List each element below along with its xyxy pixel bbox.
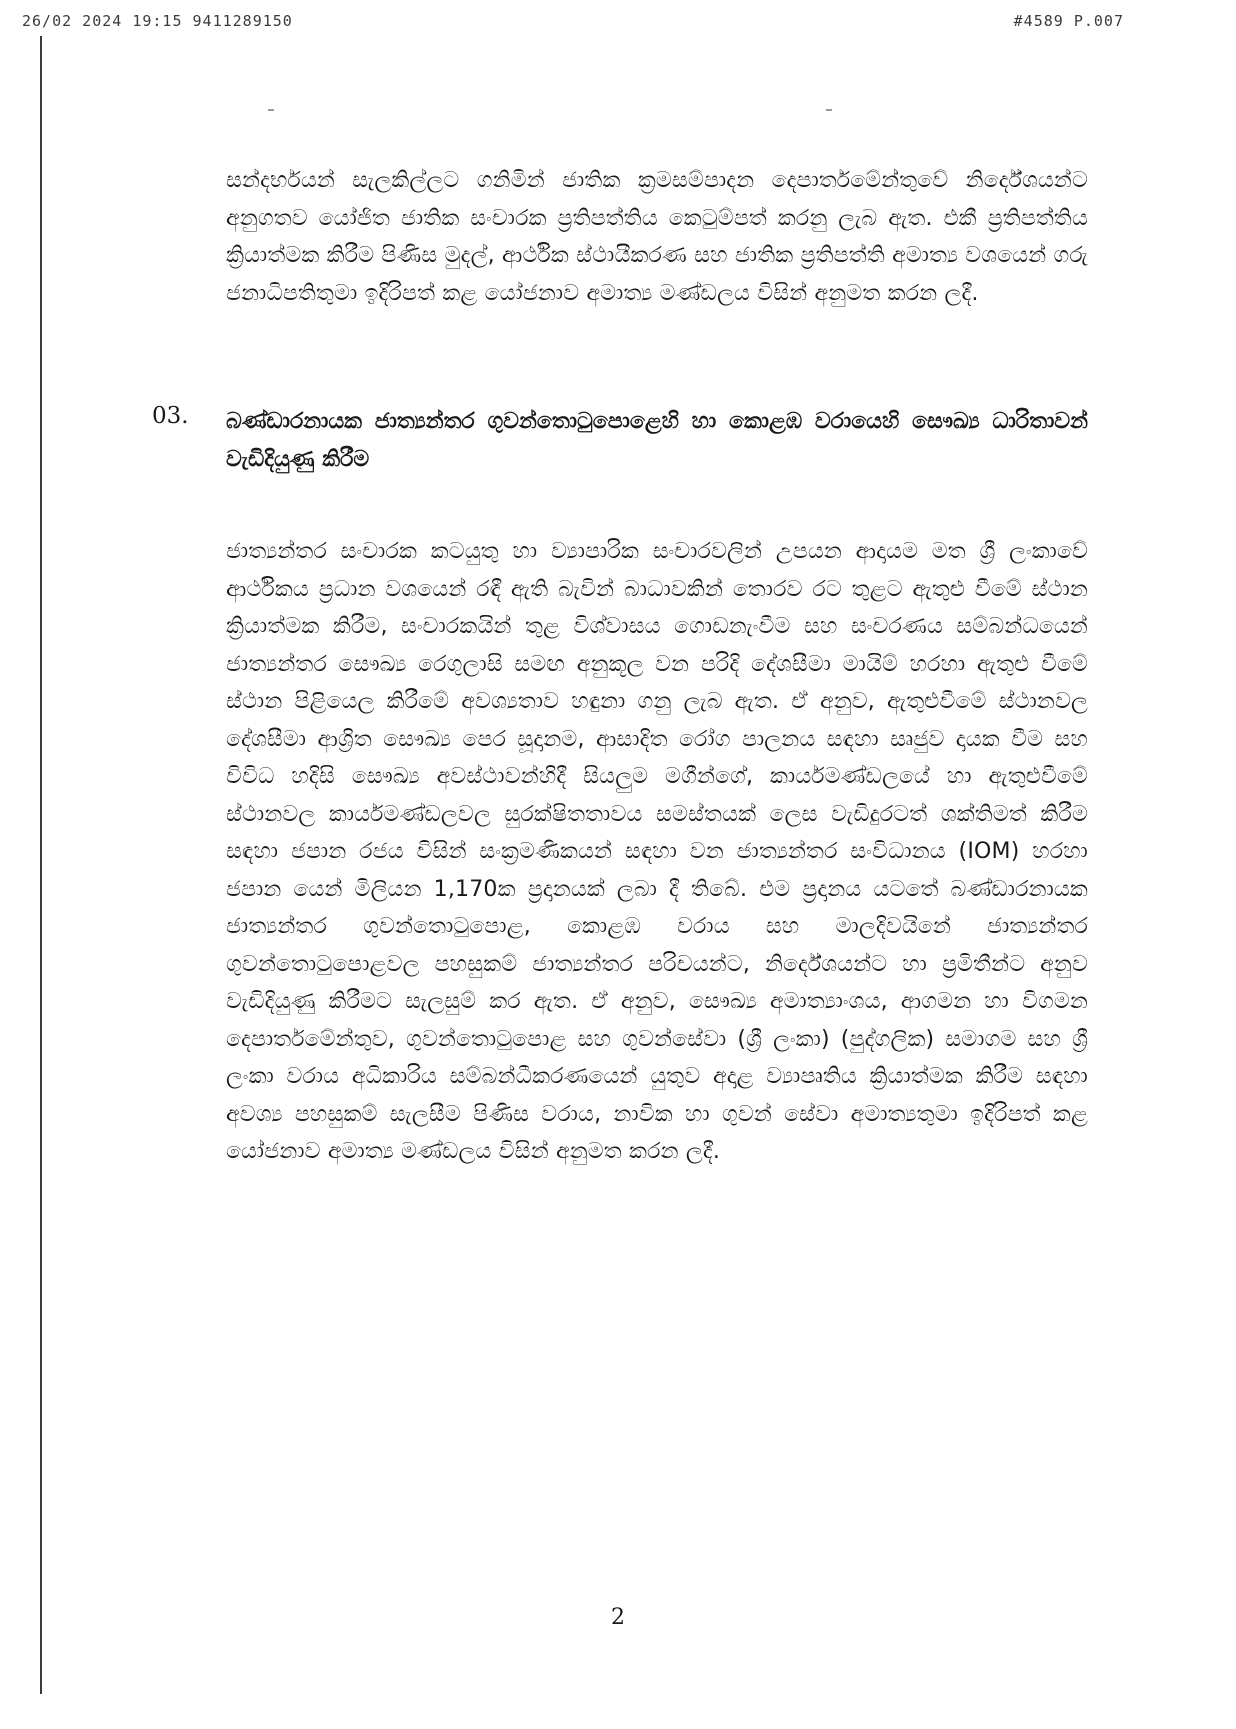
item-heading: බණ්ඩාරනායක ජාත්‍යන්තර ගුවන්තොටුපොළෙහි හා කොළඹ වරායෙහි සෞඛ්‍ය ධාරිතාවන් වැඩිදියුණු කිරීම xyxy=(226,409,1088,472)
fax-header xyxy=(0,12,1236,36)
scan-mark xyxy=(268,109,274,111)
paragraph-2: ජාත්‍යන්තර සංචාරක කටයුතු හා ව්‍යාපාරික සංචාරවලින් උපයන ආදායම මත ශ්‍රී ලංකාවේ ආර්ථිකය ප්‍රධාන වශයෙන් රඳී ඇති බැවින් බාධාවකින් තොරව රට තුළට ඇතුළු වීමේ ස්ථාන ක්‍රියාත්මක කිරීම, සංචාරකයින් තුළ විශ්වාසය ගොඩනැංවීම සහ සංචරණය සම්බන්ධයෙන් ජාත්‍යන්තර සෞඛ්‍ය රෙගුලාසි සමඟ අනුකූල වන පරිදි දේශසීමා මායිම් හරහා ඇතුළු වීමේ ස්ථාන පිළියෙල කිරීමේ අවශ්‍යතාව හඳුනා ගනු ලැබ ඇත. ඒ අනුව, ඇතුළුවීමේ ස්ථානවල දේශසීමා ආශ්‍රිත සෞඛ්‍ය පෙර සූදානම, ආසාදිත රෝග පාලනය සඳහා සෘජුව දායක වීම සහ විවිධ හදිසි සෞඛ්‍ය අවස්ථාවන්හිදී සියලුම මගීන්ගේ, කාර්යමණ්ඩලයේ හා ඇතුළුවීමේ ස්ථානවල කාර්යමණ්ඩලවල සුරක්ෂිතතාවය සමස්තයක් ලෙස වැඩිදුරටත් ශක්තිමත් කිරීම සඳහා ජපාන රජය විසින් සංක්‍රමණිකයන් සඳහා වන ජාත්‍යන්තර සංවිධානය (IOM) හරහා ජපාන යෙන් මිලියන 1,170ක ප්‍රදානයක් ලබා දී තිබේ. එම ප්‍රදානය යටතේ බණ්ඩාරනායක ජාත්‍යන්තර ගුවන්තොටුපොළ, කොළඹ වරාය සහ මාලදිවයිනේ ජාත්‍යන්තර ගුවන්තොටුපොළවල පහසුකම් ජාත්‍යන්තර පරිචයන්ට, නිර්දේශයන්ට හා ප්‍රමිතීන්ට අනුව වැඩිදියුණු කිරීමට සැලසුම් කර ඇත. ඒ අනුව, සෞඛ්‍ය අමාත්‍යාංශය, ආගමන හා විගමන දෙපාර්තමේන්තුව, ගුවන්තොටුපොළ සහ ගුවන්සේවා (ශ්‍රී ලංකා) (පුද්ගලික) සමාගම සහ ශ්‍රී ලංකා වරාය අධිකාරිය සම්බන්ධීකරණයෙන් යුතුව අදාළ ව්‍යාපෘතිය ක්‍රියාත්මක කිරීම සඳහා අවශ්‍ය පහසුකම් සැලසීම පිණිස වරාය, නාවික හා ගුවන් සේවා අමාත්‍යතුමා ඉදිරිපත් කළ යෝජනාව අමාත්‍ය මණ්ඩලය විසින් අනුමත කරන ලදී. xyxy=(226,539,1088,1164)
margin-rule xyxy=(40,36,42,1694)
page-number: 2 xyxy=(611,1605,625,1630)
fax-timestamp: 26/02 2024 19:15 9411289150 xyxy=(22,12,293,30)
item-number: 03. xyxy=(152,403,189,429)
paragraph-1: සන්දර්භයන් සැලකිල්ලට ගනිමින් ජාතික ක්‍රමසම්පාදන දෙපාර්තමේන්තුවේ නිර්දේශයන්ට අනුගතව යෝජිත ජාතික සංචාරක ප්‍රතිපත්තිය කෙටුම්පත් කරනු ලැබ ඇත. එකී ප්‍රතිපත්තිය ක්‍රියාත්මක කිරීම පිණිස මුදල්, ආර්ථික ස්ථායීකරණ සහ ජාතික ප්‍රතිපත්ති අමාත්‍ය වශයෙන් ගරු ජනාධිපතිතුමා ඉදිරිපත් කළ යෝජනාව අමාත්‍ය මණ්ඩලය විසින් අනුමත කරන ලදී. xyxy=(226,168,1089,306)
fax-page-ref: #4589 P.007 xyxy=(1013,12,1124,30)
scan-mark xyxy=(826,109,832,111)
